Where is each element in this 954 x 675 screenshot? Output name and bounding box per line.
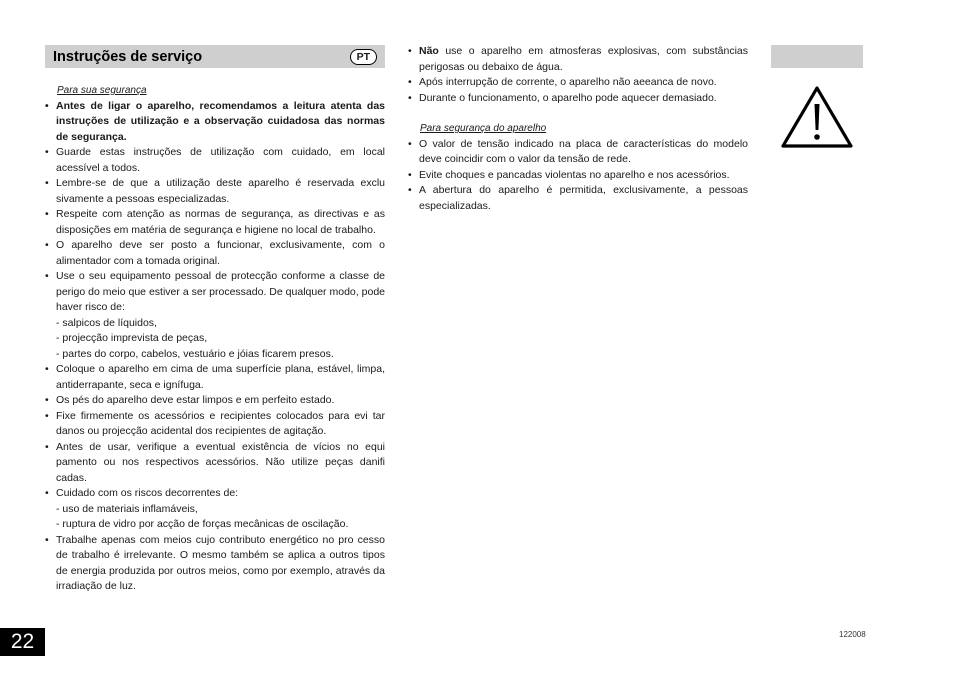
right-column [408,44,748,214]
list-subitem: - partes do corpo, cabelos, vestuário e jóias ficarem presos. [56,347,334,360]
page-title: Instruções de serviço [53,48,203,65]
list-item: • Antes de ligar o aparelho, recomendamos a leitura atenta das instruções de utilização e a observação cuidadosa das normas de segurança. [45,99,385,143]
list-subitem: - projecção imprevista de peças, [56,332,208,344]
list-item: • Durante o funcionamento, o aparelho pode aquecer demasiado. [408,91,717,104]
list-subitem: - ruptura de vidro por acção de forças mecânicas de oscilação. [56,518,349,530]
list-item: • Antes de usar, verifique a eventual existência de vícios no equi pamento ou nos respectivos acessórios. Não utilize peças danifi cadas. [45,440,385,484]
list-item: • Respeite com atenção as normas de segurança, as directivas e as disposições em matéria de segurança e higiene no local de trabalho. [45,208,385,236]
list-item: • Lembre-se de que a utilização deste aparelho é reservada exclu sivamente a pessoas especializadas. [45,177,385,205]
list-item: • O valor de tensão indicado na placa de características do modelo deve coincidir com o valor da tensão de rede. [408,137,748,165]
list-subitem: - uso de materiais inflamáveis, [56,502,198,515]
list-item: • Após interrupção de corrente, o aparelho não aeeanca de novo. [408,76,717,88]
list-subitem: - salpicos de líquidos, [56,316,157,329]
left-column [45,83,385,595]
document-code: 122008 [839,630,866,639]
list-item: • Fixe firmemente os acessórios e recipientes colocados para evi tar danos ou projecção acidental dos recipientes de agitação. [45,409,385,437]
list-item: • O aparelho deve ser posto a funcionar, exclusivamente, com o alimentador com a tomada original. [45,239,385,267]
page-number: 22 [0,628,45,656]
list-item: • Trabalhe apenas com meios cujo contributo energético no pro cesso de trabalho é irrelevante. O mesmo também se aplica a outros tipos de energia produzida por outros meios, como por exemplo, através da irradiação de luz. [45,533,385,592]
list-item: • A abertura do aparelho é permitida, exclusivamente, a pessoas especializadas. [408,184,748,212]
list-item: • Os pés do aparelho deve estar limpos e em perfeito estado. [45,394,335,406]
list-item: • Evite choques e pancadas violentas no aparelho e nos acessórios. [408,168,730,181]
list-item: • Use o seu equipamento pessoal de protecção conforme a classe de perigo do meio que estiver a ser processado. De qualquer modo, pode haver risco de: [45,270,385,313]
header-bar-right [771,45,863,68]
list-item: • Guarde estas instruções de utilização com cuidado, em local acessível a todos. [45,146,385,174]
language-badge: PT [350,49,377,65]
warning-triangle-icon [780,84,854,150]
list-item: • Coloque o aparelho em cima de uma superfície plana, estável, limpa, antiderrapante, seca e ignífuga. [45,363,385,391]
list-item: • Cuidado com os riscos decorrentes de: [45,487,239,499]
list-item: • Não use o aparelho em atmosferas explosivas, com substâncias perigosas ou debaixo de água. [408,45,748,73]
section-header [45,45,385,68]
subtitle-device-safety: Para segurança do aparelho [420,123,547,134]
subtitle-safety: Para sua segurança [57,85,147,96]
